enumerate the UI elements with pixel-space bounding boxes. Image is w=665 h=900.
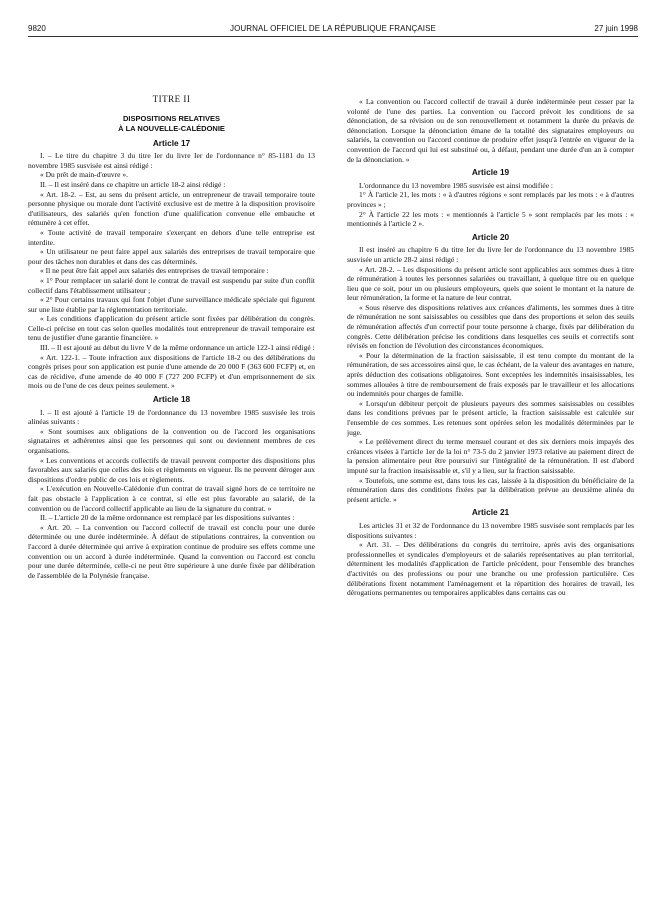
paragraph: « Les conditions d'application du présent article sont fixées par délibération du congrès. Celle-ci précise en tout cas selon quelles modalités tout entrepreneur de travail temporaire est tenu de justifier d'une garantie financière. » (28, 314, 315, 343)
paragraph: « La convention ou l'accord collectif de travail à durée indéterminée peut cesser par la volonté de l'une des parties. La convention ou l'accord prévoit les conditions de sa dénonciation, de sa révision ou de son renouvellement et notamment la durée du préavis de dénonciation. Lorsque la dénonciation émane de la totalité des signataires employeurs ou salariés, la convention ou l'accord continue de produire effet jusqu'à l'entrée en vigueur de la convention de l'accord qui lui est substitué ou, à défaut, pendant une durée d'un an à compter de la dénonciation. » (347, 97, 634, 164)
paragraph: L'ordonnance du 13 novembre 1985 susvisée est ainsi modifiée : (359, 180, 554, 190)
right-column (347, 97, 634, 598)
paragraph: « Sont soumises aux obligations de la convention ou de l'accord les organisations signataires et adhérentes ainsi que les personnes qui sont ou deviennent membres de ces organisations. (28, 426, 315, 455)
paragraph: « Sous réserve des dispositions relatives aux créances d'aliments, les sommes dues à titre de rémunération ne sont saisissables ou cessibles que dans des proportions et selon des seuils de rémunération affectés d'un correctif pour toute personne à charge, fixés par délibération du congrès. Cette délibération précise les conditions dans lesquelles ces seuils et correctifs sont révisés en fonction de l'évolution des circonstances économiques. (347, 302, 634, 351)
paragraph: « Art. 20. – La convention ou l'accord collectif de travail est conclu pour une durée déterminée ou une durée indéterminée. À défaut de stipulations contraires, la convention ou l'accord à durée déterminée qui arrive à expiration continue de produire ses effets comme une convention ou un accord à durée indéterminée. Quand la convention ou l'accord est conclu pour une durée déterminée, celle-ci ne peut être supérieure à une durée fixée par délibération de l'assemblée de la Polynésie française. (28, 522, 315, 580)
paragraph: I. – Le titre du chapitre 3 du titre Ier du livre Ier de l'ordonnance n° 85-1181 du 13 novembre 1985 susvisée est ainsi rédigé : (28, 151, 315, 170)
paragraph: « Toute activité de travail temporaire s'exerçant en dehors d'une telle entreprise est interdite. (28, 227, 315, 247)
paragraph: « 1° Pour remplacer un salarié dont le contrat de travail est suspendu par suite d'un conflit collectif dans l'établissement utilisateur ; (28, 275, 315, 295)
paragraph: « Le prélèvement direct du terme mensuel courant et des six derniers mois impayés des créances visées à l'article 1er de la loi n° 73-5 du 2 janvier 1973 relative au paiement direct de la pension alimentaire peut être poursuivi sur l'intégralité de la rémunération. Il est d'abord imputé sur la fraction insaisissable et, s'il y a lieu, sur la fraction saisissable. (347, 437, 634, 475)
titre-subheading-line-2: À LA NOUVELLE-CALÉDONIE (118, 123, 225, 133)
paragraph: « Un utilisateur ne peut faire appel aux salariés des entreprises de travail temporaire que pour des tâches non durables et dans des cas déterminés. (28, 247, 315, 266)
left-column (28, 95, 315, 580)
paragraph: Il est inséré au chapitre 6 du titre Ier du livre Ier de l'ordonnance du 13 novembre 1985 susvisée un article 28-2 ainsi rédigé : (347, 245, 634, 264)
paragraph: « Les conventions et accords collectifs de travail peuvent comporter des dispositions plus favorables aux salariés que celles des lois et règlements en vigueur. Ils ne peuvent déroger aux dispositions d'ordre public de ces lois et règlements. (28, 455, 315, 484)
publication-date: 27 juin 1998 (594, 24, 638, 33)
paragraph: « Toutefois, une somme est, dans tous les cas, laissée à la disposition du bénéficiaire de la rémunération dans des conditions fixées par la délibération prévue au deuxième alinéa du présent article. » (347, 475, 634, 504)
paragraph: « Du prêt de main-d'œuvre ». (40, 170, 128, 180)
paragraph: II. – Il est inséré dans ce chapitre un article 18-2 ainsi rédigé : (40, 179, 226, 189)
journal-title: JOURNAL OFFICIEL DE LA RÉPUBLIQUE FRANÇAISE (230, 24, 436, 33)
paragraph: 2° À l'article 22 les mots : « mentionnés à l'article 5 » sont remplacés par les mots : « mentionnés à l'article 2 ». (347, 209, 634, 229)
article-heading: Article 17 (152, 137, 191, 148)
paragraph: « Art. 18-2. – Est, au sens du présent article, un entrepreneur de travail temporaire toute personne physique ou morale dont l'activité exclusive est de mettre à la disposition provisoire d'utilisateurs, des salariés qu'en fonction d'une qualification convenue elle embauche et rémunère à cet effet. (28, 189, 315, 228)
paragraph: « L'exécution en Nouvelle-Calédonie d'un contrat de travail signé hors de ce territoire ne fait pas obstacle à l'application à ce contrat, si elle est plus favorable au salarié, de la convention ou de l'accord collectif applicable au lieu de la signature du contrat. » (28, 484, 315, 513)
paragraph: « 2° Pour certains travaux qui font l'objet d'une surveillance médicale spéciale qui figurent sur une liste établie par la réglementation territoriale. (28, 295, 315, 314)
paragraph: II. – L'article 20 de la même ordonnance est remplacé par les dispositions suivantes : (40, 513, 295, 523)
left-paragraphs (28, 139, 315, 581)
paragraph: « Art. 31. – Des délibérations du congrès du territoire, après avis des organisations professionnelles et syndicales d'employeurs et de salariés représentatives au plan territorial, déterminent les modalités d'application de l'article précédent, pour l'ensemble des branches d'activités ou des professions ou pour une branche ou une profession particulière. Ces délibérations fixent notamment l'aménagement et la répartition des horaires de travail, les dérogations permanentes ou temporaires applicables dans certains cas ou (347, 540, 634, 598)
paragraph: III. – Il est ajouté au début du livre V de la même ordonnance un article 122-1 ainsi rédigé : (40, 343, 315, 353)
right-paragraphs (347, 97, 634, 598)
article-heading: Article 21 (471, 507, 510, 518)
paragraph: « Art. 28-2. – Les dispositions du présent article sont applicables aux sommes dues à titre de rémunération à toutes les personnes salariées ou travaillant, à quelque titre ou en quelque lieu que ce soit, pour un ou plusieurs employeurs, quels que soient le montant et la nature de leur rémunération, la forme et la nature de leur contrat. (347, 264, 634, 303)
article-heading: Article 18 (152, 394, 191, 405)
paragraph: « Art. 122-1. – Toute infraction aux dispositions de l'article 18-2 ou des délibérations du congrès prises pour son application est punie d'une amende de 20 000 F (363 600 FCFP) et, en cas de récidive, d'une amende de 40 000 F (727 200 FCFP) et d'un emprisonnement de six mois ou de l'une de ces deux peines seulement. » (28, 352, 315, 391)
article-heading: Article 19 (471, 167, 510, 178)
header-rule (28, 36, 638, 37)
paragraph: « Pour la détermination de la fraction saisissable, il est tenu compte du montant de la rémunération, de ses accessoires ainsi que, le cas échéant, de la valeur des avantages en nature, après déduction des cotisations obligatoires. Sont exceptées les indemnités insaisissables, les sommes allouées à titre de remboursement de frais exposés par le travailleur et les allocations ou indemnités pour charges de famille. (347, 350, 634, 399)
page-header (28, 24, 638, 36)
titre-heading: TITRE II (152, 94, 191, 104)
paragraph: I. – Il est ajouté à l'article 19 de l'ordonnance du 13 novembre 1985 susvisée les trois alinéas suivants : (28, 407, 315, 427)
paragraph: 1° À l'article 21, les mots : « à d'autres régions » sont remplacés par les mots : « à d'autres provinces » ; (347, 190, 634, 209)
article-heading: Article 20 (471, 231, 510, 242)
titre-subheading-line-1: DISPOSITIONS RELATIVES (123, 113, 220, 123)
titre-subheading (28, 114, 315, 134)
paragraph: « Lorsqu'un débiteur perçoit de plusieurs payeurs des sommes saisissables ou cessibles dans les conditions prévues par le présent article, la fraction saisissable est calculée sur l'ensemble de ces sommes. Les retenues sont opérées selon les modalités déterminées par le juge. (347, 398, 634, 437)
page-number: 9820 (28, 24, 46, 33)
paragraph: « Il ne peut être fait appel aux salariés des entreprises de travail temporaire : (40, 266, 269, 276)
paragraph: Les articles 31 et 32 de l'ordonnance du 13 novembre 1985 susvisée sont remplacés par les dispositions suivantes : (347, 520, 634, 540)
